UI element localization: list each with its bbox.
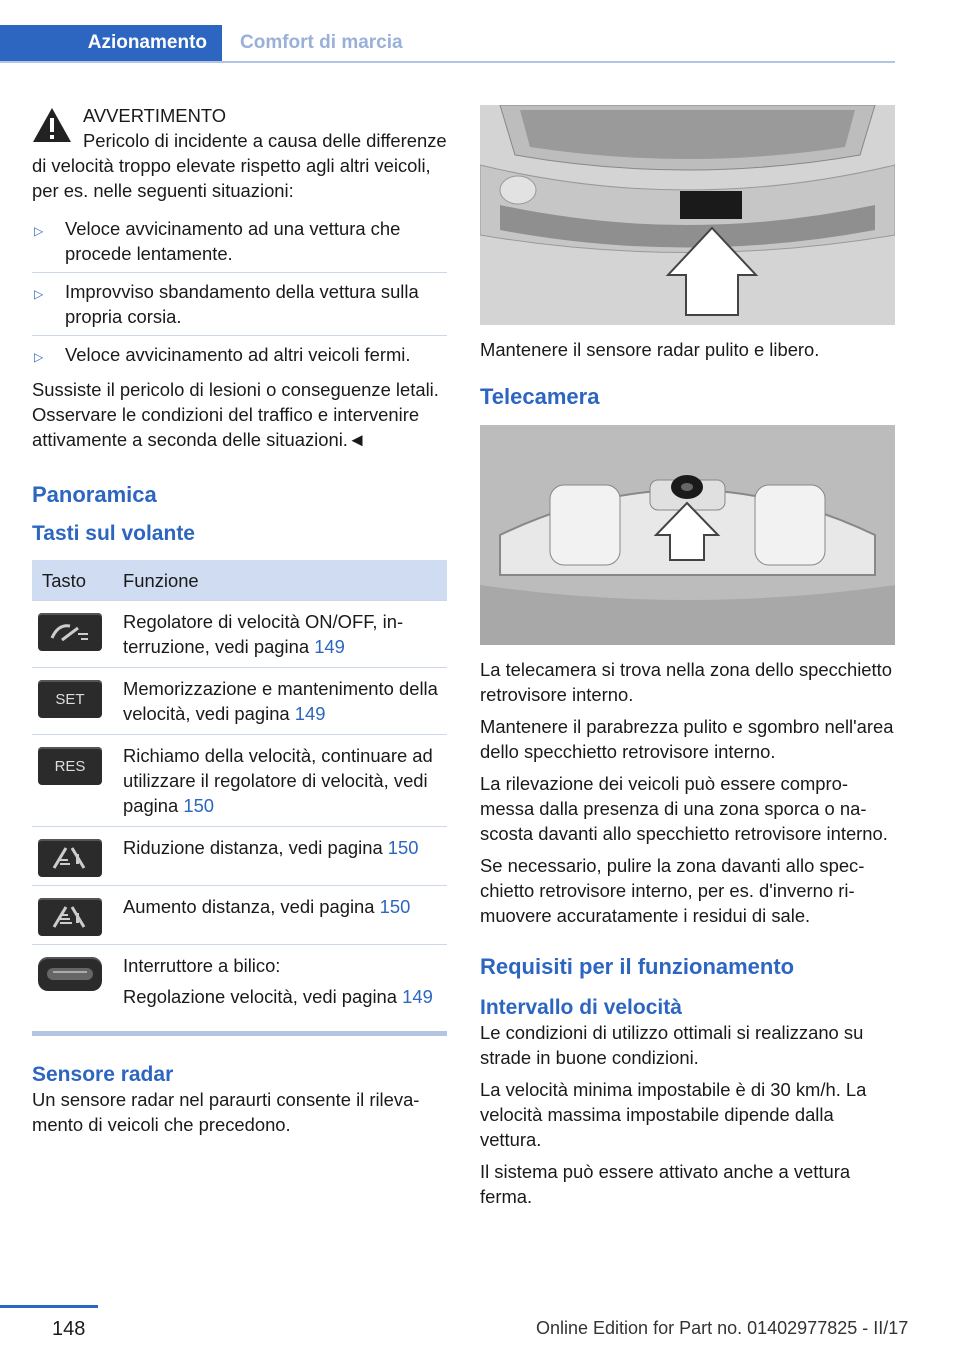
distance-decrease-key-icon: [38, 839, 102, 877]
warning-block: [32, 103, 447, 203]
table-row: Riduzione distanza, vedi pagina 150: [32, 827, 447, 886]
panoramica-heading: Panoramica: [32, 482, 157, 507]
page-link[interactable]: 149: [402, 986, 433, 1007]
tele-p2: Mantenere il parabrezza pulito e sgombro nell'area dello specchietto retrovisore interno.: [480, 716, 894, 762]
requisiti-heading: Requisiti per il funzionamento: [480, 954, 795, 979]
table-header-tasto: Tasto: [32, 560, 123, 601]
table-end-rule: [32, 1031, 447, 1036]
table-row: Regolatore di velocità ON/OFF, interruzione, vedi pagina 149: [32, 601, 447, 668]
warning-title: AVVERTIMENTO: [83, 105, 227, 126]
page-link[interactable]: 150: [183, 795, 215, 816]
res-key-icon: RES: [38, 747, 102, 785]
telecamera-heading: Telecamera: [480, 384, 600, 409]
page-link[interactable]: 149: [294, 703, 326, 724]
sensore-body: Un sensore radar nel paraurti consente il rilevamento di veicoli che precedono.: [32, 1089, 420, 1135]
list-item: ▷ Veloce avvicinamento ad altri veicoli fermi.: [32, 336, 447, 373]
warning-footer: Sussiste il pericolo di lesioni o conseguenze letali. Osservare le condizioni del traffico e intervenire attivamente a seconda delle situazioni.◄: [32, 379, 439, 450]
page-link[interactable]: 149: [314, 636, 345, 657]
edition-text: Online Edition for Part no. 01402977825 - II/17: [536, 1318, 909, 1338]
radar-caption: Mantenere il sensore radar pulito e libero.: [480, 339, 820, 360]
table-row: Aumento distanza, vedi pagina 150: [32, 886, 447, 945]
distance-increase-key-icon: [38, 898, 102, 936]
footer-rule: [0, 1305, 98, 1308]
left-column: [32, 103, 447, 1144]
tab-azionamento[interactable]: Azionamento: [0, 25, 222, 61]
warning-icon: [32, 107, 72, 143]
triangle-bullet-icon: ▷: [34, 350, 44, 364]
right-column: [480, 105, 895, 1216]
int-p1: Le condizioni di utilizzo ottimali si realizzano su strade in buone condizioni.: [480, 1022, 864, 1068]
int-p3: Il sistema può essere attivato anche a vettura ferma.: [480, 1161, 851, 1207]
rocker-switch-icon: [38, 957, 102, 991]
table-header-funzione: Funzione: [123, 560, 447, 601]
tasti-heading: Tasti sul volante: [32, 522, 195, 545]
warning-body: Pericolo di incidente a causa delle differenze di velocità troppo elevate rispetto agli altri veicoli, per es. nelle seguenti situazioni:: [32, 130, 447, 201]
keys-table: [32, 560, 447, 1017]
list-item: ▷ Veloce avvicinamento ad una vettura che procede lentamente.: [32, 210, 447, 273]
page-link[interactable]: 150: [379, 896, 411, 917]
table-row: RES Richiamo della velocità, continuare ad utilizzare il regolatore di velocità, vedi pagina 150: [32, 735, 447, 827]
intervallo-heading: Intervallo di velocità: [480, 996, 682, 1019]
int-p2: La velocità minima impostabile è di 30 km/h. La velocità massima impostabile dipende dalla vettura.: [480, 1079, 867, 1150]
table-row: SET Memorizzazione e mantenimento della velocità, vedi pagina 149: [32, 668, 447, 735]
tele-p1: La telecamera si trova nella zona dello specchietto retrovisore interno.: [480, 659, 892, 705]
cruise-onoff-key-icon: [38, 613, 102, 651]
set-key-icon: SET: [38, 680, 102, 718]
list-item: ▷ Improvviso sbandamento della vettura sulla propria corsia.: [32, 273, 447, 336]
tele-p4: Se necessario, pulire la zona davanti allo specchietto retrovisore interno, per es. d'inverno rimuovere accuratamente i residui di sale.: [480, 855, 865, 926]
triangle-bullet-icon: ▷: [34, 287, 44, 301]
tele-p3: La rilevazione dei veicoli può essere compromessa dalla presenza di una zona sporca o nascosta davanti allo specchietto retrovisore interno.: [480, 773, 888, 844]
warning-list: [32, 210, 447, 373]
camera-image: [480, 425, 895, 645]
page-number: 148: [52, 1318, 86, 1340]
tab-comfort-di-marcia[interactable]: Comfort di marcia: [240, 32, 403, 53]
table-row: Interruttore a bilico: Regolazione velocità, vedi pagina 149: [32, 945, 447, 1018]
sensore-heading: Sensore radar: [32, 1063, 174, 1086]
radar-sensor-image: [480, 105, 895, 325]
header-tabs: [0, 25, 895, 63]
page-link[interactable]: 150: [387, 837, 419, 858]
triangle-bullet-icon: ▷: [34, 224, 44, 238]
